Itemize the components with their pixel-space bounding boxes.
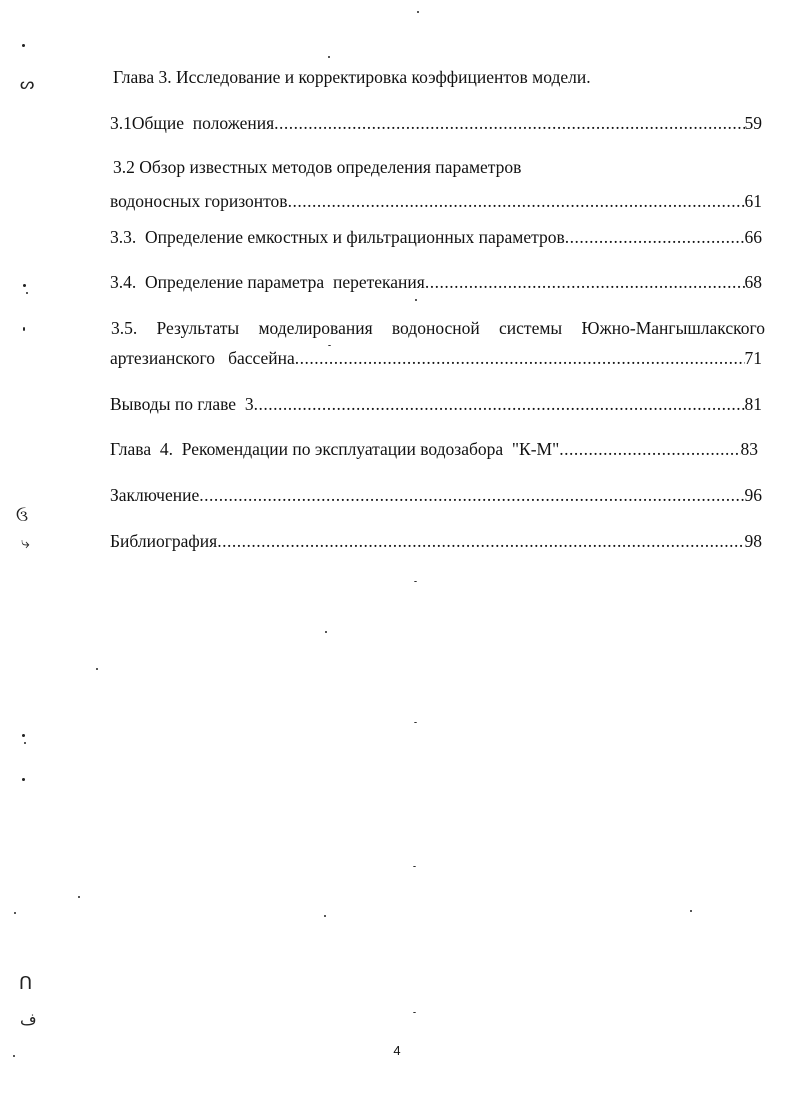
toc-entry-3-1[interactable] <box>110 112 762 134</box>
toc-entry-label: Глава 4. Рекомендации по эксплуатации водозабора "К-М" <box>110 439 560 459</box>
scan-speck <box>415 299 417 301</box>
toc-entry-3-5-line1: 3.5. Результаты моделирования водоносной системы Южно-Мангышлакского <box>111 318 765 338</box>
dot-leader <box>288 190 745 212</box>
scan-speck <box>14 912 16 914</box>
dot-leader <box>217 530 744 552</box>
margin-scribble-icon: ف <box>20 1010 37 1029</box>
toc-entry-label: 3.1Общие положения <box>110 113 275 133</box>
toc-entry-page: 71 <box>744 348 762 368</box>
scan-speck <box>13 1055 15 1057</box>
margin-scribble-icon: ⤷ <box>21 533 30 552</box>
toc-entry-page: 61 <box>744 191 762 211</box>
scan-speck <box>324 915 326 917</box>
scan-speck <box>22 44 25 47</box>
scan-speck <box>22 778 25 781</box>
toc-entry-label: водоносных горизонтов <box>110 191 288 211</box>
toc-entry-page: 98 <box>744 531 762 551</box>
toc-entry-label: артезианского бассейна <box>110 348 295 368</box>
dot-leader <box>295 347 745 369</box>
toc-entry-conclusions-ch3[interactable] <box>110 393 762 415</box>
scan-speck <box>413 1012 416 1013</box>
scan-speck <box>22 734 25 737</box>
scan-speck <box>23 327 25 331</box>
toc-entry-page: 66 <box>744 227 762 247</box>
toc-entry-label: 3.4. Определение параметра перетекания <box>110 272 425 292</box>
scan-speck <box>96 668 98 670</box>
dot-leader <box>274 112 744 134</box>
margin-scribble-icon: ᔕ <box>20 74 35 93</box>
dot-leader <box>565 226 745 248</box>
toc-entry-chapter-4[interactable] <box>110 438 758 460</box>
toc-entry-bibliography[interactable] <box>110 530 762 552</box>
scan-speck <box>23 284 26 287</box>
dot-leader <box>425 271 745 293</box>
scan-speck <box>413 866 416 867</box>
toc-entry-3-2-line1: 3.2 Обзор известных методов определения параметров <box>113 157 522 177</box>
scan-speck <box>417 11 419 13</box>
toc-entry-page: 68 <box>744 272 762 292</box>
toc-entry-page: 59 <box>744 113 762 133</box>
toc-entry-3-5[interactable] <box>110 347 762 369</box>
dot-leader <box>254 393 745 415</box>
toc-entry-page: 81 <box>744 394 762 414</box>
chapter-3-heading: Глава 3. Исследование и корректировка коэффициентов модели. <box>113 67 591 87</box>
scan-speck <box>414 581 417 582</box>
toc-entry-label: Заключение <box>110 485 200 505</box>
toc-entry-page: 96 <box>744 485 762 505</box>
toc-entry-3-4[interactable] <box>110 271 762 293</box>
toc-entry-3-2[interactable] <box>110 190 762 212</box>
toc-entry-page: 83 <box>740 439 758 459</box>
scan-speck <box>414 722 417 723</box>
toc-entry-3-3[interactable] <box>110 226 762 248</box>
scan-speck <box>26 292 28 294</box>
scan-speck <box>690 910 692 912</box>
scan-speck <box>325 631 327 633</box>
page-number: 4 <box>393 1043 401 1058</box>
dot-leader <box>199 484 744 506</box>
dot-leader <box>559 438 740 460</box>
scan-speck <box>328 56 330 58</box>
scan-speck <box>24 742 26 744</box>
scan-speck <box>328 345 331 346</box>
margin-scribble-icon: ઉ <box>16 506 29 525</box>
toc-entry-label: Выводы по главе 3 <box>110 394 254 414</box>
margin-scribble-icon: ᑎ <box>19 973 33 994</box>
toc-entry-label: 3.3. Определение емкостных и фильтрационных параметров <box>110 227 565 247</box>
toc-entry-conclusion[interactable] <box>110 484 762 506</box>
toc-entry-label: Библиография <box>110 531 218 551</box>
scan-speck <box>78 896 80 898</box>
